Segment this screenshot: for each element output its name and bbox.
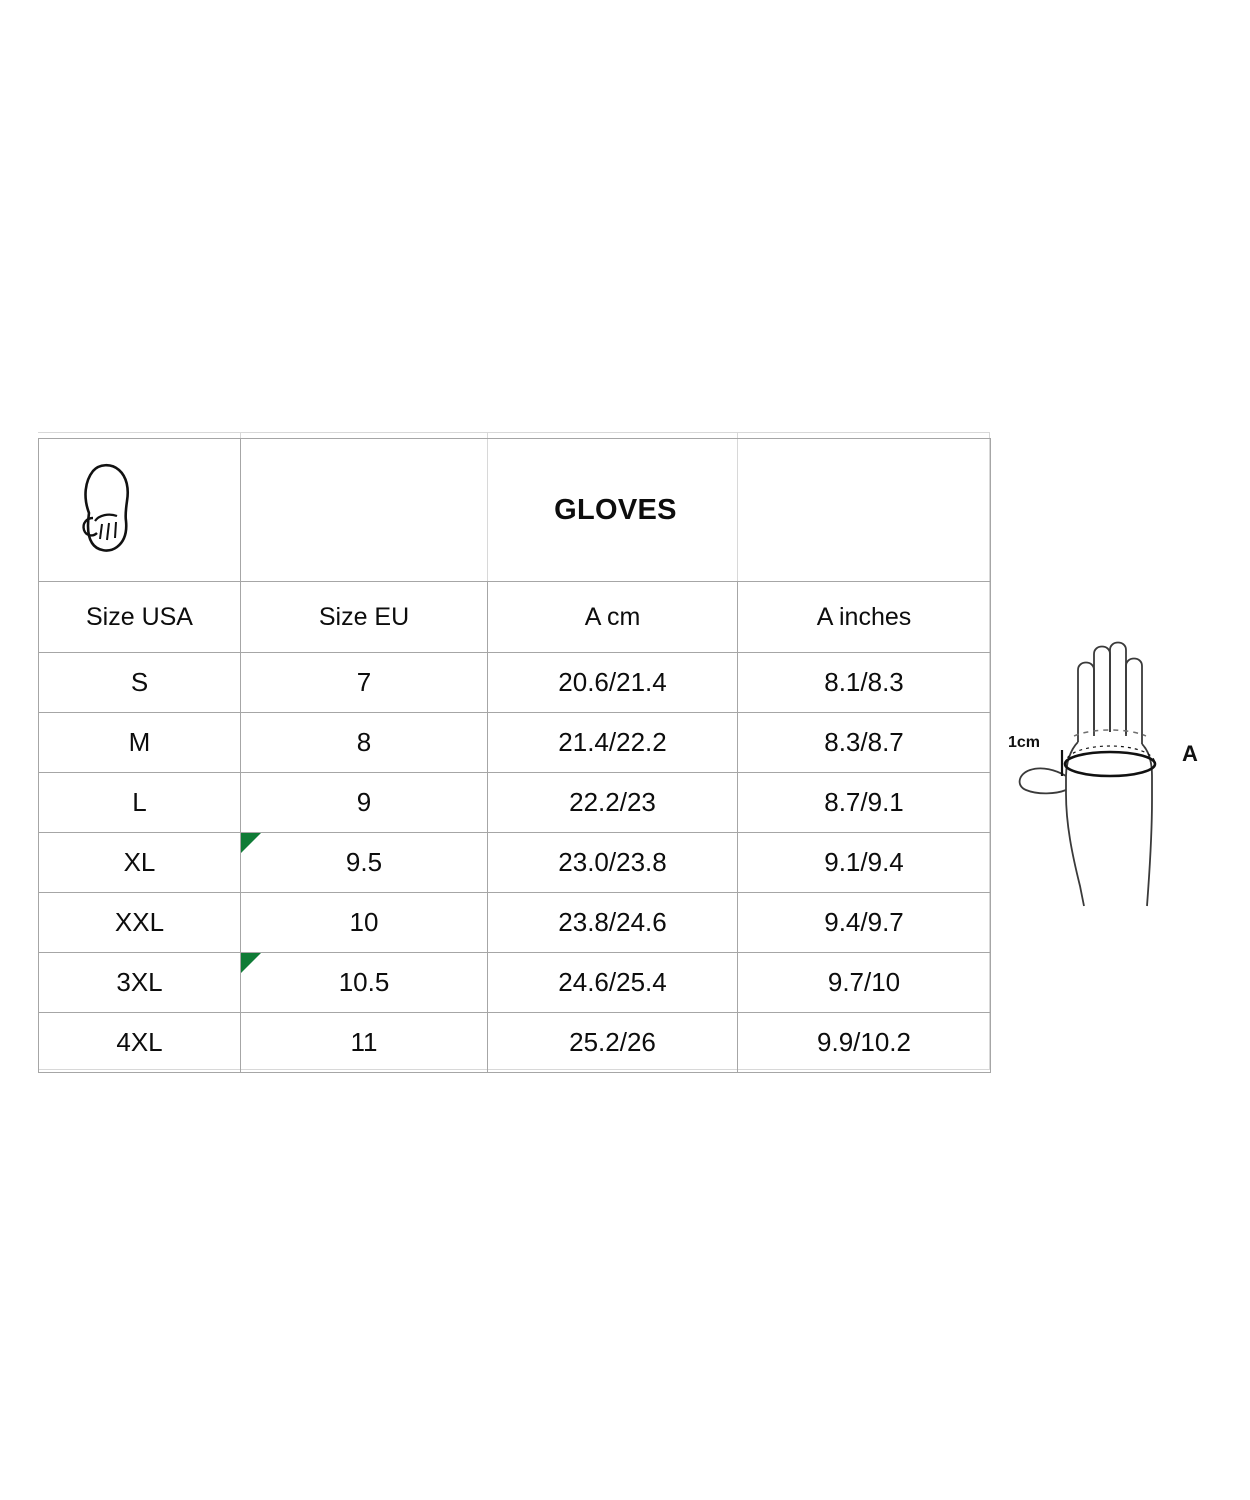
cell-a-inches: 8.3/8.7 <box>738 713 991 773</box>
cell-a-inches: 9.7/10 <box>738 953 991 1013</box>
cell-size-usa: 3XL <box>39 953 241 1013</box>
cell-a-inches: 9.1/9.4 <box>738 833 991 893</box>
cell-a-cm: 23.0/23.8 <box>488 833 738 893</box>
cell-size-eu <box>241 893 488 953</box>
table-row <box>39 833 991 893</box>
cell-a-cm: 20.6/21.4 <box>488 653 738 713</box>
cell-size-eu <box>241 653 488 713</box>
column-header-size-eu: Size EU <box>241 582 488 653</box>
glove-icon-cell <box>39 439 241 582</box>
cell-size-eu-value: 11 <box>350 1027 378 1057</box>
cell-size-usa: 4XL <box>39 1013 241 1073</box>
cell-size-usa: M <box>39 713 241 773</box>
cell-a-cm: 24.6/25.4 <box>488 953 738 1013</box>
column-header-a-inches: A inches <box>738 582 991 653</box>
column-header-size-usa: Size USA <box>39 582 241 653</box>
table-row <box>39 1013 991 1073</box>
cell-a-cm: 23.8/24.6 <box>488 893 738 953</box>
cell-a-inches: 8.1/8.3 <box>738 653 991 713</box>
glove-size-table <box>38 438 991 1073</box>
table-header-row <box>39 582 991 653</box>
cell-size-usa: XXL <box>39 893 241 953</box>
offset-label: 1cm <box>1008 734 1041 751</box>
table-row <box>39 773 991 833</box>
cell-size-usa: L <box>39 773 241 833</box>
cell-a-cm: 21.4/22.2 <box>488 713 738 773</box>
cell-size-eu-value: 9.5 <box>345 847 383 877</box>
cell-size-eu <box>241 1013 488 1073</box>
cell-a-inches: 9.4/9.7 <box>738 893 991 953</box>
hand-measurement-diagram <box>1000 624 1220 914</box>
cell-size-eu <box>241 773 488 833</box>
cell-size-eu-value: 7 <box>356 667 372 697</box>
cell-a-inches: 9.9/10.2 <box>738 1013 991 1073</box>
page-title-text: GLOVES <box>554 493 677 526</box>
cell-size-eu-value: 10 <box>349 907 379 937</box>
comment-marker-icon <box>241 833 261 853</box>
cell-size-usa: S <box>39 653 241 713</box>
cell-size-usa: XL <box>39 833 241 893</box>
comment-marker-icon <box>241 953 261 973</box>
cell-size-eu <box>241 713 488 773</box>
grid-guide-line <box>38 432 990 433</box>
cell-size-eu <box>241 953 488 1013</box>
cell-a-cm: 22.2/23 <box>488 773 738 833</box>
cell-size-eu-value: 10.5 <box>338 967 390 997</box>
table-row <box>39 953 991 1013</box>
table-row <box>39 653 991 713</box>
size-chart-sheet <box>38 432 990 1070</box>
cell-a-cm: 25.2/26 <box>488 1013 738 1073</box>
glove-pointer-icon <box>69 461 159 566</box>
table-row <box>39 893 991 953</box>
hand-outline-icon <box>1000 624 1220 914</box>
column-header-a-cm: A cm <box>488 582 738 653</box>
page-title <box>241 439 991 582</box>
table-title-row <box>39 439 991 582</box>
cell-size-eu-value: 8 <box>356 727 372 757</box>
table-row <box>39 713 991 773</box>
cell-size-eu <box>241 833 488 893</box>
cell-a-inches: 8.7/9.1 <box>738 773 991 833</box>
cell-size-eu-value: 9 <box>356 787 372 817</box>
measure-label-a: A <box>1182 741 1198 766</box>
